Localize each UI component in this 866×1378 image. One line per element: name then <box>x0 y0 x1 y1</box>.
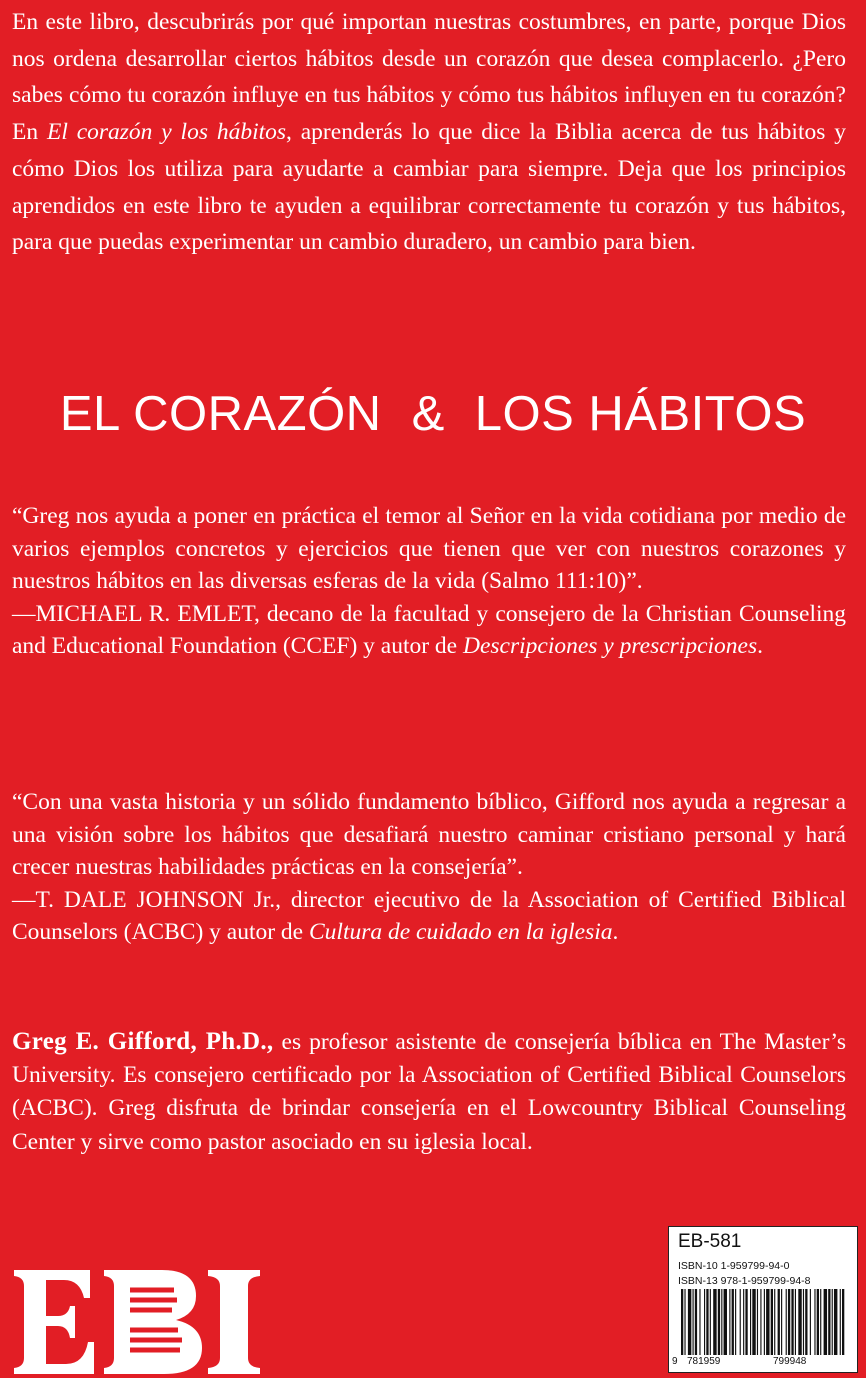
author-name: Greg E. Gifford, Ph.D., <box>12 1028 274 1055</box>
barcode-bar <box>729 1289 730 1355</box>
endorsement-attribution <box>12 598 846 663</box>
title-part-1: EL CORAZÓN <box>59 387 382 441</box>
barcode-bar <box>803 1289 804 1355</box>
isbn-10: ISBN-10 1-959799-94-0 <box>678 1260 790 1272</box>
barcode-bar <box>764 1289 765 1355</box>
product-code: EB-581 <box>678 1231 742 1252</box>
barcode-bar <box>721 1289 722 1355</box>
barcode-bar <box>743 1289 744 1355</box>
barcode-bar <box>828 1289 830 1355</box>
endorsement-end: . <box>612 919 619 946</box>
description-text-start: En este libro, descubrirás por qué importan nuestras costumbres, en parte, porque Dios nos ordena desarrollar ciertos hábitos desde un corazón que desea complacerlo. ¿Pero sabes cómo tu corazón influye en tus hábitos y cómo tus hábitos influyen en tu corazón? En <box>12 9 846 146</box>
author-bio <box>12 1025 846 1159</box>
endorsement-attribution <box>12 884 846 949</box>
barcode-bar <box>810 1289 811 1355</box>
author-bio-text: es profesor asistente de consejería bíblica en The Master’s University. Es consejero certificado por la Association of Certified Biblical Counselors (ACBC). Greg disfruta de brindar consejería en el Lowcountry Biblical Counseling Center y sirve como pastor asociado en su iglesia local. <box>12 1029 846 1155</box>
barcode-bar <box>735 1289 736 1355</box>
barcode-bar <box>745 1289 747 1355</box>
barcode-bar <box>786 1289 787 1355</box>
barcode-bar <box>766 1289 769 1355</box>
barcode-bar <box>718 1289 720 1355</box>
barcode-bar <box>781 1289 782 1355</box>
barcode-bar <box>706 1289 708 1355</box>
book-title-inline: El corazón y los hábitos <box>46 119 287 146</box>
barcode-first-digit: 9 <box>672 1356 678 1367</box>
barcode-bar <box>774 1289 775 1355</box>
barcode-bar <box>757 1289 758 1355</box>
barcode-bar <box>840 1289 841 1355</box>
endorsement-book: Cultura de cuidado en la iglesia <box>309 919 613 946</box>
barcode-bar <box>710 1289 711 1355</box>
barcode-bar <box>695 1289 697 1355</box>
barcode-bar <box>791 1289 793 1355</box>
endorsement-end: . <box>757 633 763 660</box>
barcode-left-digits: 781959 <box>687 1356 721 1367</box>
book-title <box>0 384 866 444</box>
title-ampersand: & <box>411 387 445 441</box>
barcode-bar <box>681 1289 683 1355</box>
endorsement-book: Descripciones y prescripciones <box>463 633 758 660</box>
barcode-bar <box>832 1289 833 1355</box>
barcode-bar <box>693 1289 694 1355</box>
barcode-bar <box>704 1289 705 1355</box>
barcode-bar <box>798 1289 801 1355</box>
barcode <box>677 1289 849 1355</box>
barcode-bar <box>760 1289 761 1355</box>
barcode-bar <box>795 1289 796 1355</box>
book-description <box>12 4 846 261</box>
endorsement-role: , director ejecutivo de la Association of Certified Biblical Counselors (ACBC) y autor de <box>12 886 846 946</box>
barcode-bar <box>805 1289 807 1355</box>
barcode-bar <box>842 1289 844 1355</box>
barcode-bar <box>834 1289 837 1355</box>
barcode-right-digits: 799948 <box>773 1356 807 1367</box>
barcode-bar <box>752 1289 755 1355</box>
barcode-bar <box>788 1289 790 1355</box>
barcode-bar <box>750 1289 751 1355</box>
barcode-bar <box>732 1289 734 1355</box>
barcode-bar <box>814 1289 815 1355</box>
endorsement-author: —MICHAEL R. EMLET <box>12 600 254 627</box>
barcode-bar <box>778 1289 780 1355</box>
barcode-bar <box>824 1289 827 1355</box>
barcode-bar <box>724 1289 727 1355</box>
barcode-bar <box>688 1289 691 1355</box>
barcode-bar <box>817 1289 819 1355</box>
barcode-bar <box>684 1289 685 1355</box>
endorsement-quote: “Con una vasta historia y un sólido fundamento bíblico, Gifford nos ayuda a regresar a una visión sobre los hábitos que desafiará nuestro caminar cristiano personal y hará crecer nuestras habilidades prácticas en la consejería”. <box>12 789 846 881</box>
endorsement-quote: “Greg nos ayuda a poner en práctica el temor al Señor en la vida cotidiana por medio de varios ejemplos concretos y ejercicios que tienen que ver con nuestros corazones y nuestros hábitos en las diversas esferas de la vida (Salmo 111:10)”. <box>12 503 846 595</box>
barcode-bar <box>771 1289 773 1355</box>
barcode-bar <box>740 1289 741 1355</box>
ebi-publisher-logo <box>12 1268 262 1376</box>
isbn-box <box>668 1226 858 1373</box>
endorsement-1 <box>12 500 846 663</box>
endorsement-2 <box>12 786 846 949</box>
endorsement-author: —T. DALE JOHNSON Jr. <box>12 886 276 913</box>
barcode-bar <box>820 1289 821 1355</box>
title-part-2: LOS HÁBITOS <box>474 387 807 441</box>
description-text-end: , aprenderás lo que dice la Biblia acerca de tus hábitos y cómo Dios los utiliza para ayudarte a cambiar para siempre. Deja que los principios aprendidos en este libro te ayuden a equilibrar correctamente tu corazón y tus hábitos, para que puedas experimentar un cambio duradero, un cambio para bien. <box>12 119 846 256</box>
endorsement-role: , decano de la facultad y consejero de la Christian Counseling and Educational Foundation (CCEF) y autor de <box>12 600 846 660</box>
barcode-bar <box>699 1289 700 1355</box>
barcode-bar <box>713 1289 716 1355</box>
isbn-13: ISBN-13 978-1-959799-94-8 <box>678 1275 811 1287</box>
